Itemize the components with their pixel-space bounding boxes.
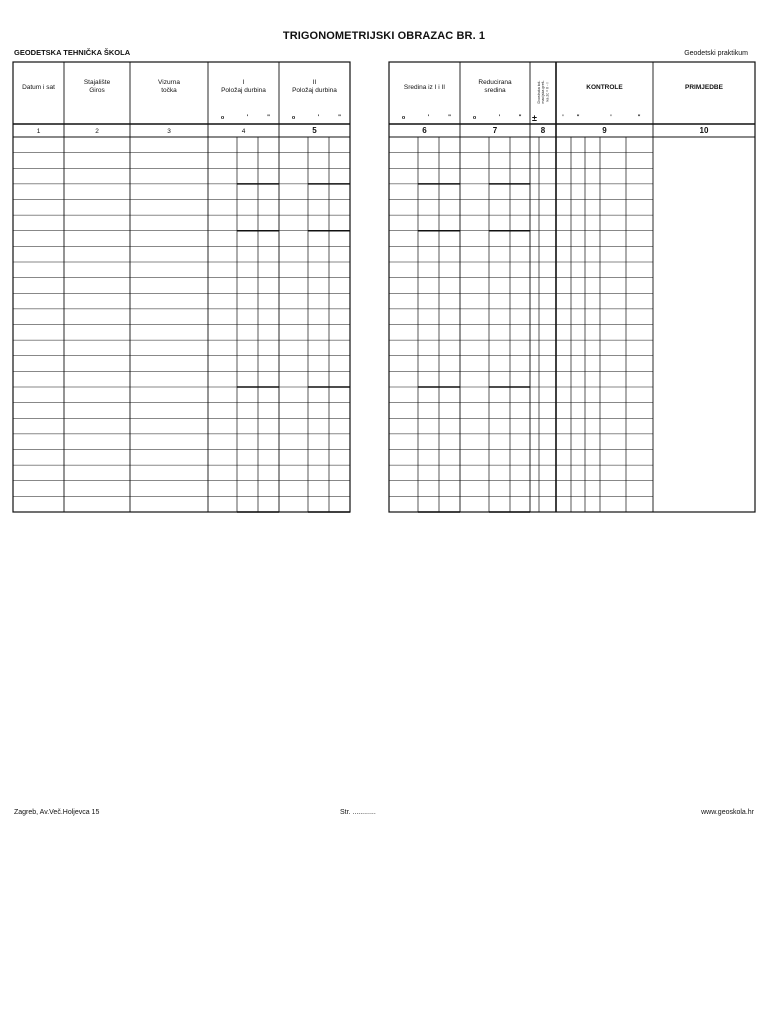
unit-symbol: " [448,115,451,121]
unit-symbol: ' [498,115,501,121]
unit-symbol: " [637,115,641,121]
column-header-label: točka [161,87,177,94]
column-header-label: Položaj durbina [221,87,266,94]
column-header-label: Stajalište [83,79,111,86]
column-header-label: Datum i sat [22,84,55,91]
unit-symbol: " [267,115,270,121]
right-table [389,62,755,512]
column-header-label: KONTROLE [586,84,623,91]
unit-symbol: o [401,115,406,121]
column-number: 6 [422,126,427,135]
column-number: 4 [241,128,246,135]
unit-symbol: ' [246,115,249,121]
unit-symbol: ' [610,115,612,121]
unit-symbol: " [518,115,522,121]
column-number: 9 [602,126,607,135]
rotated-header [537,80,549,104]
column-header-label: PRIMJEDBE [685,84,723,91]
column-number: 2 [95,128,99,135]
unit-symbol: o [220,115,225,121]
column-header-label: Reducirana [478,79,512,86]
column-number: 1 [36,128,41,135]
column-header-label: II [312,79,317,86]
plus-minus-symbol: ± [532,113,537,123]
praktikum-label: Geodetski praktikum [684,50,748,57]
form-title: TRIGONOMETRIJSKI OBRAZAC BR. 1 [282,30,486,42]
column-header-label: ka 2c = II - I [545,82,550,102]
column-header-label: Giros [89,87,105,94]
unit-symbol: " [576,115,580,121]
footer-address: Zagreb, Av.Več.Holjevca 15 [14,809,100,816]
column-number: 3 [167,128,171,135]
unit-symbol: ' [317,115,320,121]
column-header-label: Položaj durbina [292,87,337,94]
column-number: 7 [492,126,498,135]
footer-website: www.geoskola.hr [701,809,754,816]
left-table [13,62,350,512]
column-header-label: sredina [484,87,506,94]
unit-symbol: ' [562,115,564,121]
school-name: GEODETSKA TEHNIČKA ŠKOLA [14,48,131,57]
column-header-label: Sredina iz I i II [403,84,446,91]
column-number: 5 [312,126,317,135]
column-number: 10 [699,126,709,135]
unit-symbol: o [291,115,296,121]
column-header-label: Vizurna [158,79,180,86]
footer-page-number: Str. ............ [340,809,376,816]
column-number: 8 [540,126,546,135]
column-header-label: macijska greš- [541,80,546,104]
column-header-label: I [242,79,245,86]
unit-symbol: " [338,115,341,121]
unit-symbol: o [472,115,477,121]
column-header-label: Dvostruka kol- [537,80,541,104]
unit-symbol: ' [427,115,430,121]
